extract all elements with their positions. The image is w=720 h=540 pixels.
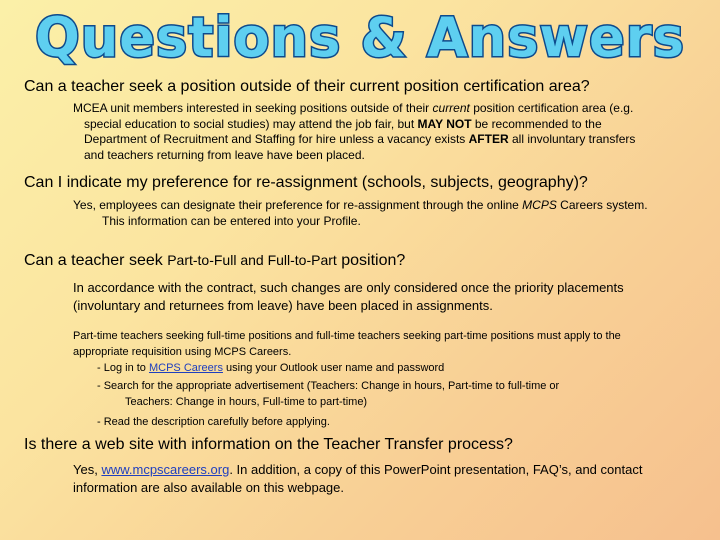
answer-4-line-2: information are also available on this webpage.	[73, 480, 345, 495]
page-title-text: Questions & Answers	[35, 6, 685, 68]
bullet-search-cont: Teachers: Change in hours, Full-time to part-time)	[125, 396, 368, 408]
answer-1-line-2: special education to social studies) may attend the job fair, but MAY NOT be recommended to the	[84, 116, 602, 131]
question-3: Can a teacher seek Part-to-Full and Full-to-Part position?	[24, 252, 406, 269]
answer-4	[73, 461, 642, 497]
answer-1	[73, 101, 635, 163]
mcps-careers-link[interactable]: MCPS Careers	[148, 362, 223, 374]
question-2: Can I indicate my preference for re-assignment (schools, subjects, geography)?	[24, 174, 588, 191]
answer-1-line-3: Department of Recruitment and Staffing for hire unless a vacancy exists AFTER all involuntary transfers	[84, 132, 636, 146]
answer-2-line-1: Yes, employees can designate their preference for re-assignment through the online MCPS Careers system.	[73, 198, 648, 212]
answer-1-line-1: MCEA unit members interested in seeking positions outside of their current position certification area (e.g.	[73, 101, 634, 115]
mcpscareers-website-link[interactable]: www.mcpscareers.org	[101, 462, 230, 477]
bullet-read: - Read the description carefully before applying.	[97, 416, 330, 428]
question-1: Can a teacher seek a position outside of their current position certification area?	[24, 78, 590, 95]
question-4: Is there a web site with information on the Teacher Transfer process?	[24, 436, 513, 453]
page-title	[0, 2, 720, 68]
answer-2-line-2: This information can be entered into your Profile.	[102, 213, 361, 228]
answer-1-line-4: and teachers returning from leave have been placed.	[84, 147, 365, 162]
answer-3-paragraph-1: In accordance with the contract, such changes are only considered once the priority placements (involuntary and returnees from leave) have been placed in assignments.	[73, 280, 624, 313]
bullet-search: - Search for the appropriate advertisement (Teachers: Change in hours, Part-time to full-time or	[97, 380, 560, 392]
answer-3-paragraph-2: Part-time teachers seeking full-time positions and full-time teachers seeking part-time positions must apply to the appropriate requisition using MCPS Careers. - Log in to MCPS Careers using your Outlook user name and password - Search for the appropriate advertisement (Teachers: Change in hours, Part-time to full-time or Teachers: Change in hours, Full-time to part-time) - Read the description carefully before applying.	[73, 330, 621, 428]
bullet-login: - Log in to MCPS Careers using your Outlook user name and password	[97, 362, 445, 374]
answer-4-line-1: Yes, www.mcpscareers.org. In addition, a copy of this PowerPoint presentation, FAQ’s, and contact	[73, 462, 643, 477]
answer-2	[73, 198, 648, 229]
